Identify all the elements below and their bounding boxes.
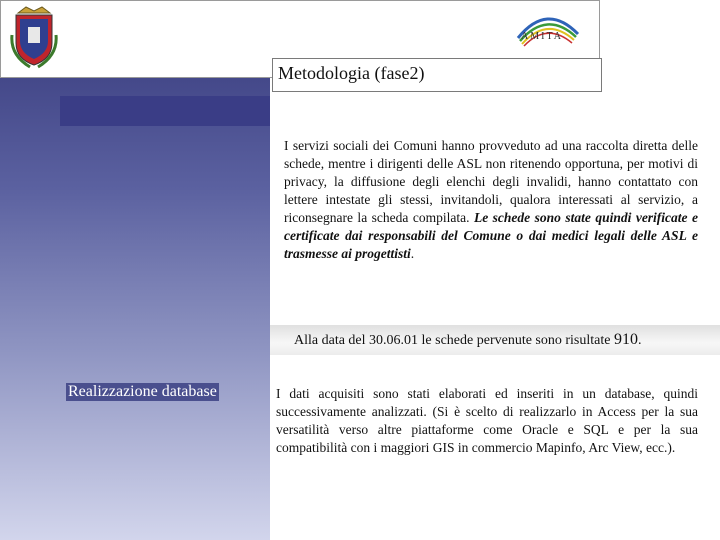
- summary-middle: le schede pervenute sono risultate: [418, 333, 614, 348]
- paragraph-end: .: [410, 246, 415, 261]
- section-label-database: Realizzazione database: [68, 383, 217, 400]
- paragraph-raccolta-schede: [284, 137, 698, 263]
- accent-bar: [60, 96, 270, 126]
- summary-prefix: Alla data del: [294, 333, 370, 348]
- summary-date: 30.06.01: [369, 333, 419, 348]
- summary-count: 910: [613, 331, 638, 348]
- page-title: Metodologia (fase2): [278, 63, 425, 83]
- summary-text: [294, 331, 641, 349]
- paragraph-emphasis-text: Le schede sono state quindi verificate e certificate dai responsabili del Comune o dai medici legali delle ASL e trasmesse ai progettisti: [284, 210, 699, 261]
- summary-end: .: [637, 333, 642, 348]
- paragraph-normal-text: I servizi sociali dei Comuni hanno provveduto ad una raccolta diretta delle schede, mentre i dirigenti delle ASL non ritenendo opportuna, per motivi di privacy, la diffusione degli elenchi degli invalidi, hanno contattato con lettere intestate gli stessi, invitandoli, qualora interessati al servizio, a riconsegnare la scheda compilata.: [284, 138, 698, 225]
- left-gradient-panel: [0, 0, 270, 540]
- paragraph-database: I dati acquisiti sono stati elaborati ed inseriti in un database, quindi successivamente analizzati. (Si è scelto di realizzarlo in Access per la sua versatilità verso altre piattaforme come Oracle e SQL e per la sua compatibilità con i maggiori GIS in commercio Mapinfo, Arc View, ecc.).: [276, 386, 698, 455]
- logo-text: AMITA: [521, 31, 563, 42]
- municipal-crest-icon: [10, 5, 58, 69]
